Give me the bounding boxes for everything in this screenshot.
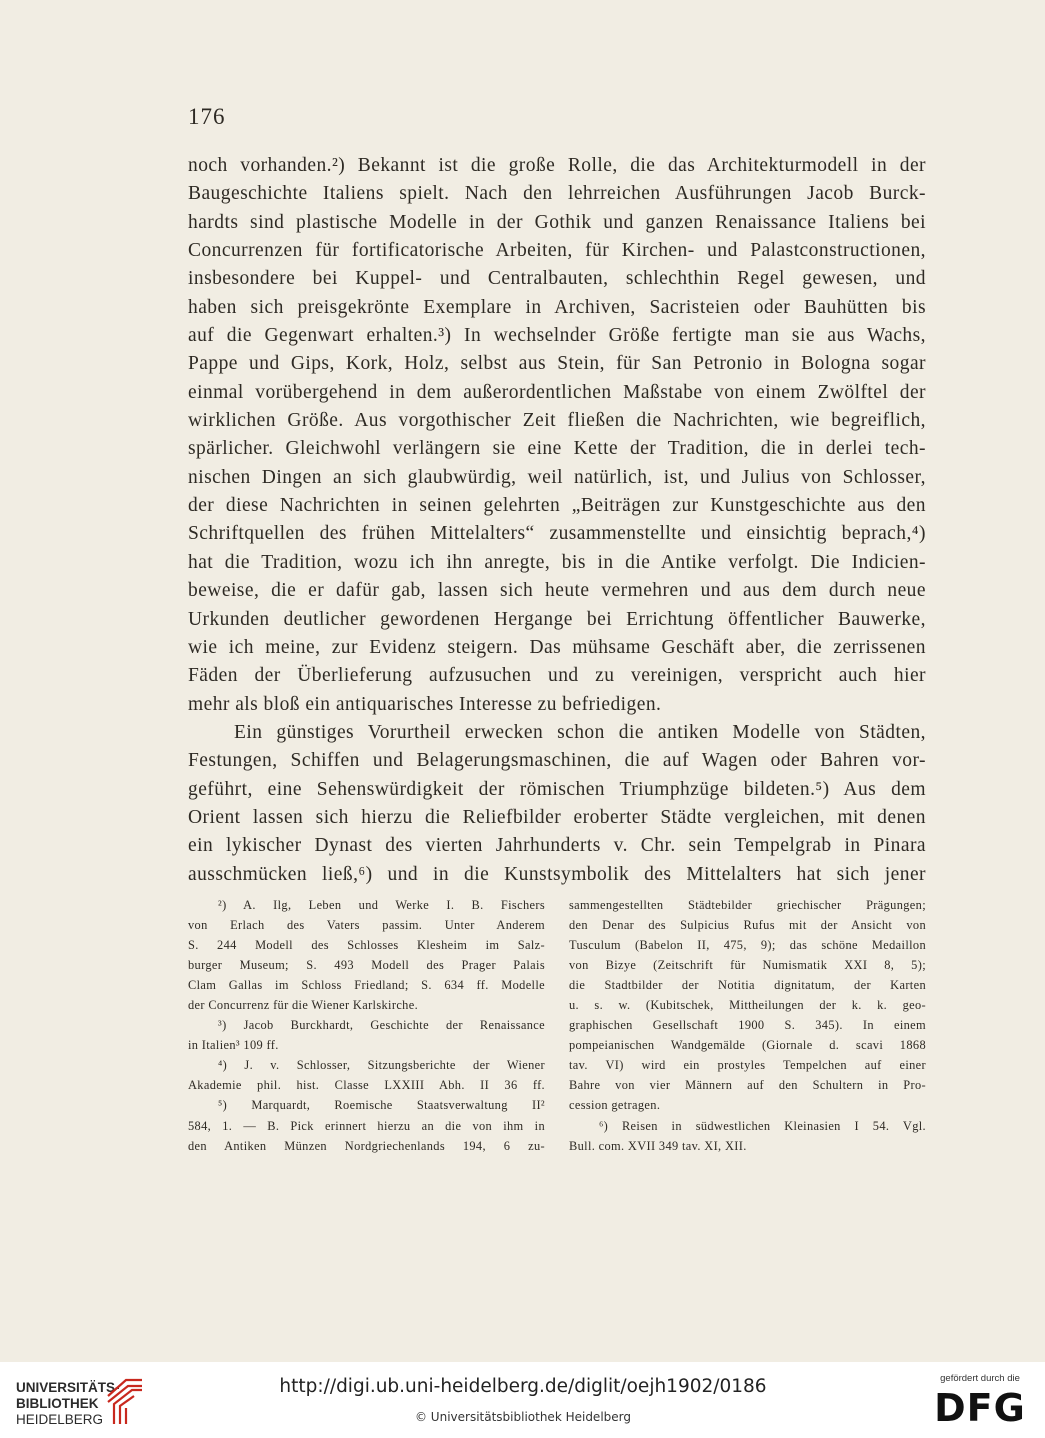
- footnote-line: sammengestellten Städtebilder griechischer Prägungen;: [569, 898, 926, 912]
- footnotes-left-column: [188, 895, 545, 1156]
- text-line: noch vorhanden.²) Bekannt ist die große Rolle, die das Architekturmodell in der: [188, 155, 926, 176]
- text-line: wie ich meine, zur Evidenz steigern. Das mühsame Geschäft aber, die zerrissenen: [188, 636, 926, 658]
- footnote-line: ²) A. Ilg, Leben und Werke I. B. Fischers: [218, 898, 545, 912]
- text-line: spärlicher. Gleichwohl verlängern sie eine Kette der Tradition, die in derlei tech-: [188, 438, 926, 460]
- footnotes: [188, 895, 926, 1156]
- footnote-line: ⁴) J. v. Schlosser, Sitzungsberichte der Wiener: [218, 1058, 545, 1073]
- text-line: mehr als bloß ein antiquarisches Interesse zu befriedigen.: [188, 693, 662, 715]
- library-name-line: BIBLIOTHEK: [16, 1396, 99, 1411]
- footnote-line: ⁶) Reisen in südwestlichen Kleinasien I 54. Vgl.: [599, 1118, 926, 1133]
- text-line: auf die Gegenwart erhalten.³) In wechselnder Größe fertigte man sie aus Wachs,: [188, 325, 926, 347]
- footnote-line: der Concurrenz für die Wiener Karlskirche.: [188, 998, 419, 1013]
- text-line: Ein günstiges Vorurtheil erwecken schon die antiken Modelle von Städten,: [234, 721, 926, 743]
- text-line: einmal vorübergehend in dem außerordentlichen Maßstabe von einem Zwölftel der: [188, 381, 926, 403]
- main-text: [188, 152, 926, 889]
- text-line: Pappe und Gips, Kork, Holz, selbst aus Stein, für San Petronio in Bologna sogar: [188, 353, 926, 375]
- logo-stroke: [108, 1386, 142, 1402]
- footnote-line: von Bizye (Zeitschrift für Numismatik XXI 8, 5);: [569, 958, 926, 973]
- text-line: Urkunden deutlicher gewordenen Hergange bei Errichtung öffentlicher Bauwerke,: [188, 608, 926, 630]
- page-number: 176: [188, 104, 226, 129]
- footer-bar: [0, 1362, 1045, 1438]
- copyright-notice: © Universitätsbibliothek Heidelberg: [414, 1410, 631, 1424]
- footnote-line: Clam Gallas im Schloss Friedland; S. 634 ff. Modelle: [188, 978, 545, 993]
- footnote-line: ⁵) Marquardt, Roemische Staatsverwaltung II²: [218, 1098, 545, 1113]
- footnote-line: tav. VI) wird ein prostyles Tempelchen auf einer: [569, 1058, 926, 1073]
- footnote-line: burger Museum; S. 493 Modell des Prager Palais: [188, 958, 545, 973]
- text-line: Fäden der Überlieferung aufzusuchen und zu vereinigen, verspricht auch hier: [188, 665, 926, 687]
- footnote-line: ³) Jacob Burckhardt, Geschichte der Renaissance: [218, 1018, 545, 1033]
- dfg-logo[interactable]: DFG: [934, 1386, 1026, 1430]
- footnote-line: S. 244 Modell des Schlosses Klesheim im Salz-: [188, 938, 545, 953]
- text-line: Schriftquellen des frühen Mittelalters“ zusammenstellte und einsichtig beprach,⁴): [188, 523, 926, 545]
- document-url-link[interactable]: http://digi.ub.uni-heidelberg.de/diglit/oejh1902/0186: [279, 1376, 767, 1397]
- footnote-line: Tusculum (Babelon II, 475, 9); das schöne Medaillon: [569, 938, 926, 953]
- text-line: wirklichen Größe. Aus vorgothischer Zeit fließen die Nachrichten, wie begreiflich,: [188, 410, 926, 432]
- library-name-line: UNIVERSITÄTS-: [16, 1380, 120, 1395]
- funding-label: gefördert durch die: [940, 1373, 1020, 1384]
- text-line: hardts sind plastische Modelle in der Gothik und ganzen Renaissance Italiens bei: [188, 211, 926, 233]
- text-line: geführt, eine Sehenswürdigkeit der römischen Triumphzüge bildeten.⁵) Aus dem: [188, 778, 926, 800]
- library-name-line: HEIDELBERG: [16, 1412, 104, 1427]
- text-line: ein lykischer Dynast des vierten Jahrhunderts v. Chr. sein Tempelgrab in Pinara: [188, 835, 926, 857]
- footnote-line: den Antiken Münzen Nordgriechenlands 194, 6 zu-: [188, 1138, 545, 1153]
- footnote-line: in Italien³ 109 ff.: [188, 1038, 279, 1053]
- text-line: hat die Tradition, wozu ich ihn anregte, bis in die Antike verfolgt. Die Indicien-: [188, 551, 926, 573]
- footnote-line: u. s. w. (Kubitschek, Mittheilungen der k. k. geo-: [569, 998, 926, 1013]
- footnote-line: pompeianischen Wandgemälde (Giornale d. scavi 1868: [569, 1038, 926, 1053]
- library-logo-icon[interactable]: [104, 1374, 146, 1426]
- footnote-line: Bull. com. XVII 349 tav. XI, XII.: [569, 1138, 747, 1153]
- text-line: Orient lassen sich hierzu die Reliefbilder eroberter Städte vergleichen, mit denen: [188, 806, 926, 828]
- text-line: haben sich preisgekrönte Exemplare in Archiven, Sacristeien oder Bauhütten bis: [188, 296, 926, 318]
- footnote-line: von Erlach des Vaters passim. Unter Anderem: [188, 918, 545, 933]
- text-line: insbesondere bei Kuppel- und Centralbauten, schlechthin Regel gewesen, und: [188, 268, 926, 290]
- text-line: Concurrenzen für fortificatorische Arbeiten, für Kirchen- und Palastconstructionen,: [188, 240, 926, 262]
- footnote-line: Akademie phil. hist. Classe LXXIII Abh. II 36 ff.: [188, 1078, 545, 1093]
- text-line: Festungen, Schiffen und Belagerungsmaschinen, die auf Wagen oder Bahren vor-: [188, 750, 926, 772]
- footnote-line: die Stadtbilder der Notitia dignitatum, der Karten: [569, 978, 926, 993]
- footnote-line: den Denar des Sulpicius Rufus mit der Ansicht von: [569, 918, 926, 933]
- footnote-line: 584, 1. — B. Pick erinnert hierzu an die von ihm in: [188, 1118, 545, 1133]
- footnote-line: cession getragen.: [569, 1098, 661, 1113]
- text-line: nischen Dingen an sich glaubwürdig, weil natürlich, ist, und Julius von Schlosser,: [188, 466, 926, 488]
- footnote-line: Bahre von vier Männern auf den Schultern in Pro-: [569, 1078, 926, 1093]
- text-line: beweise, die er dafür gab, lassen sich heute vermehren und aus dem durch neue: [188, 580, 926, 602]
- footnote-line: graphischen Gesellschaft 1900 S. 345). In einem: [569, 1018, 926, 1033]
- text-line: der diese Nachrichten in seinen gelehrten „Beiträgen zur Kunstgeschichte aus den: [188, 495, 926, 517]
- text-line: Baugeschichte Italiens spielt. Nach den lehrreichen Ausführungen Jacob Burck-: [188, 183, 926, 205]
- text-line: ausschmücken ließ,⁶) und in die Kunstsymbolik des Mittelalters hat sich jener: [188, 863, 926, 885]
- footnotes-right-column: [569, 895, 926, 1156]
